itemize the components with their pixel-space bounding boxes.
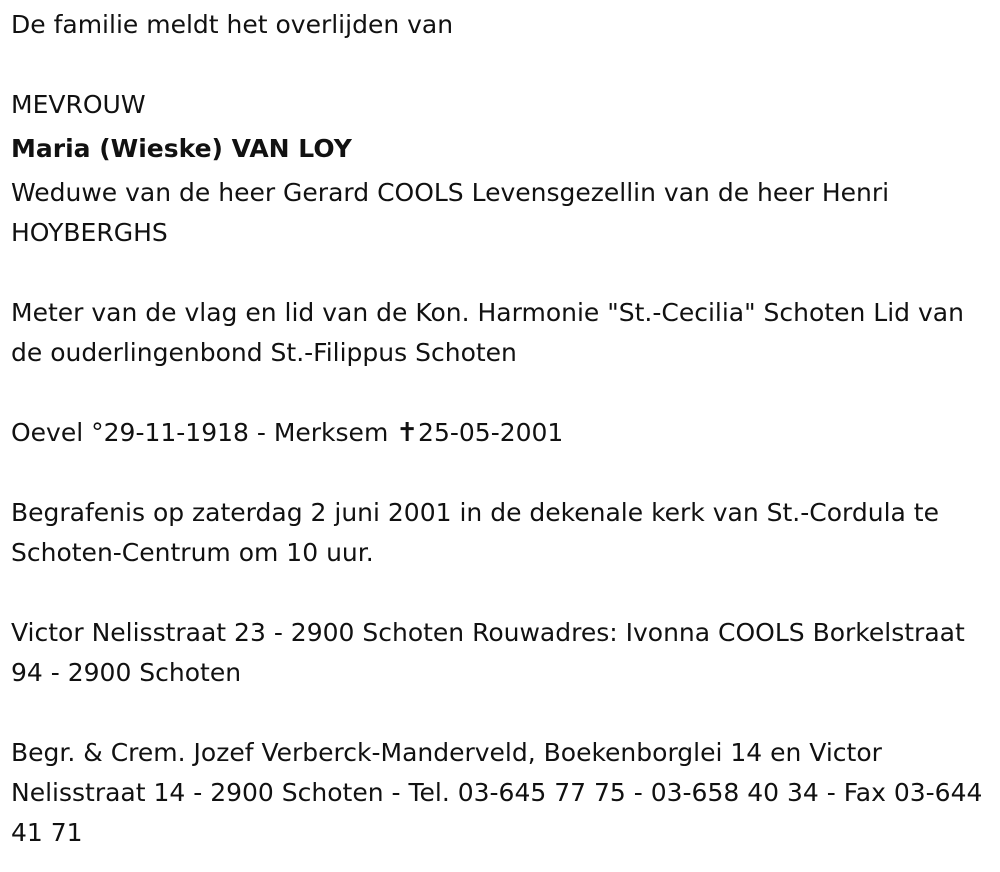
spacer — [11, 693, 986, 733]
intro-text: De familie meldt het overlijden van — [11, 10, 454, 39]
memberships-text: Meter van de vlag en lid van de Kon. Harmonie "St.-Cecilia" Schoten Lid van de ouderlingenbond St.-Filippus Schoten — [11, 298, 964, 367]
spacer — [11, 45, 986, 85]
cross-icon: ✝ — [396, 418, 419, 448]
spacer — [11, 373, 986, 413]
funeral-text: Begrafenis op zaterdag 2 juni 2001 in de dekenale kerk van St.-Cordula te Schoten-Centrum om 10 uur. — [11, 498, 939, 567]
spacer — [11, 453, 986, 493]
relations-text: Weduwe van de heer Gerard COOLS Levensgezellin van de heer Henri HOYBERGHS — [11, 178, 890, 247]
spacer — [11, 253, 986, 293]
life-dates — [11, 413, 986, 453]
addresses-text: Victor Nelisstraat 23 - 2900 Schoten Rouwadres: Ivonna COOLS Borkelstraat 94 - 2900 Schoten — [11, 618, 965, 687]
undertaker-text: Begr. & Crem. Jozef Verberck-Manderveld, Boekenborglei 14 en Victor Nelisstraat 14 - 2900 Schoten - Tel. 03-645 77 75 - 03-658 40 34 - Fax 03-644 41 71 — [11, 738, 983, 847]
birth-info: Oevel °29-11-1918 - Merksem — [11, 418, 397, 447]
honorific: MEVROUW — [11, 90, 146, 119]
deceased-name: Maria (Wieske) VAN LOY — [11, 134, 352, 163]
death-date: 25-05-2001 — [418, 418, 564, 447]
spacer — [11, 573, 986, 613]
